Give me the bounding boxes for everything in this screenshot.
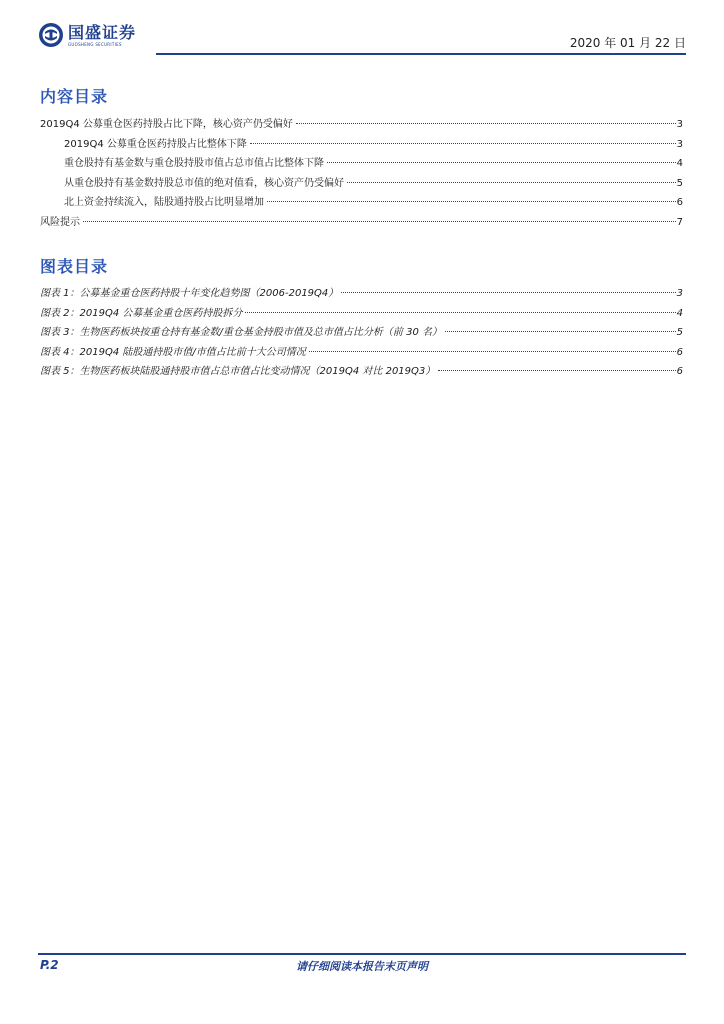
figures-title: 图表目录 <box>40 257 109 276</box>
toc-entry-text: 2019Q4 公募重仓医药持股占比整体下降 <box>64 138 247 150</box>
company-logo <box>38 22 136 48</box>
page-number: P.2 <box>40 958 59 972</box>
toc-entry[interactable] <box>40 135 683 155</box>
toc-entry[interactable] <box>40 193 683 213</box>
figure-entry-text: 图表 1：公募基金重仓医药持股十年变化趋势图（2006-2019Q4） <box>40 288 339 299</box>
figure-entry-page: 5 <box>676 327 683 338</box>
leader-dots <box>245 312 675 313</box>
toc-entry[interactable] <box>40 213 683 233</box>
toc-entry-text: 从重仓股持有基金数持股总市值的绝对值看，核心资产仍受偏好 <box>64 177 344 189</box>
figure-entry[interactable] <box>40 284 683 304</box>
figure-entry-text: 图表 4：2019Q4 陆股通持股市值/市值占比前十大公司情况 <box>40 346 306 358</box>
leader-dots <box>341 292 675 293</box>
figure-entry-text: 图表 2：2019Q4 公募基金重仓医药持股拆分 <box>40 307 243 319</box>
toc-entry[interactable] <box>40 174 683 194</box>
leader-dots <box>347 182 676 183</box>
toc-entry-page: 5 <box>676 177 683 189</box>
toc-entry-text: 重仓股持有基金数与重仓股持股市值占总市值占比整体下降 <box>64 158 324 169</box>
leader-dots <box>445 331 676 332</box>
toc-entry[interactable] <box>40 115 683 135</box>
toc-entry-page: 3 <box>676 138 683 150</box>
logo-english-name: GUOSHENG SECURITIES <box>68 41 122 47</box>
figure-entry[interactable] <box>40 323 683 343</box>
leader-dots <box>438 370 675 371</box>
figure-entry-page: 6 <box>676 346 683 358</box>
toc-entry-text: 2019Q4 公募重仓医药持股占比下降，核心资产仍受偏好 <box>40 119 293 130</box>
toc-entry-page: 4 <box>676 158 683 169</box>
figure-entry-page: 4 <box>676 307 683 319</box>
report-date: 2020 年 01 月 22 日 <box>569 36 686 50</box>
figure-entry[interactable] <box>40 304 683 324</box>
leader-dots <box>327 162 676 163</box>
toc-entry[interactable] <box>40 154 683 174</box>
contents-title: 内容目录 <box>40 87 109 106</box>
toc-entry-text: 北上资金持续流入，陆股通持股占比明显增加 <box>64 197 264 208</box>
leader-dots <box>267 201 676 202</box>
figure-entry[interactable] <box>40 343 683 363</box>
toc-entry-page: 7 <box>676 216 683 228</box>
header-divider <box>156 53 686 55</box>
contents-list <box>40 115 683 232</box>
leader-dots <box>250 143 676 144</box>
logo-icon <box>38 22 64 48</box>
figures-list <box>40 284 683 382</box>
toc-entry-page: 6 <box>676 197 683 208</box>
figure-entry[interactable] <box>40 362 683 382</box>
leader-dots <box>83 221 676 222</box>
leader-dots <box>309 351 676 352</box>
toc-entry-page: 3 <box>676 119 683 130</box>
figure-entry-text: 图表 5：生物医药板块陆股通持股市值占总市值占比变动情况（2019Q4 对比 2019Q3） <box>40 366 436 377</box>
figure-entry-page: 6 <box>676 366 683 377</box>
page-header <box>38 22 686 56</box>
logo-chinese-name: 国盛证券 <box>68 22 137 42</box>
figure-entry-text: 图表 3：生物医药板块按重仓持有基金数/重仓基金持股市值及总市值占比分析（前 30 名） <box>40 327 442 338</box>
footer-divider <box>38 953 686 955</box>
figure-entry-page: 3 <box>676 288 683 299</box>
leader-dots <box>296 123 676 124</box>
disclaimer-note: 请仔细阅读本报告末页声明 <box>296 960 428 973</box>
toc-entry-text: 风险提示 <box>40 216 80 228</box>
